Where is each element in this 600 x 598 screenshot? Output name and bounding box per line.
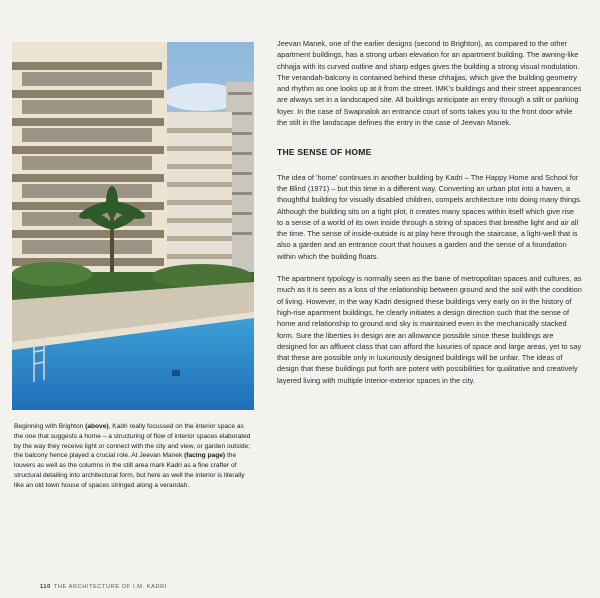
page-number: 110 bbox=[40, 584, 51, 590]
running-title: THE ARCHITECTURE OF I.M. KADRI bbox=[53, 584, 167, 590]
building-illustration bbox=[12, 42, 254, 410]
building-photo bbox=[12, 42, 254, 410]
article-column bbox=[277, 38, 582, 397]
article-paragraph-3: The apartment typology is normally seen as the bane of metropolitan spaces and cultures, as much as it is seen as a loss of the relationship between ground and the soil with the condition of living. However, in the way Kadri designed these buildings very early on in the history of high-rise apartment buildings, he clearly initiates a design direction such that the sense of home and relationship to ground and sky is maintained even in the mechanically stacked form. Sure the liberties in design are an allowance possible since these buildings are designed for an affluent class that can afford the luxuries of space and large areas, yet to say that these are possible only in luxuriously designed buildings will be unfair. The ideas of design that these buildings put forth are potent with possibilities for qualitative and creatively layered living with multiple interior-exterior spaces in the city. bbox=[277, 274, 582, 385]
section-heading: THE SENSE OF HOME bbox=[277, 147, 372, 158]
page-footer bbox=[40, 584, 167, 590]
article-paragraph-1: Jeevan Manek, one of the earlier designs (second to Brighton), as compared to the other apartment buildings, has a strong urban elevation for an apartment building. The awning-like chhajja with its curved outline and sharp edges gives the building a strong visual modulation. The verandah-balcony is contained behind these chhajjas, which give the building geometry and rhythm as one looks up at it from the street. IMK's buildings and their street appearances are always set in a landscaped site. All buildings anticipate an entry through a stilt or parking foyer. In the case of Swapnalok an entrance court of sorts takes you to the front door while the stilt in the landscape defines the entry in the case of Jeevan Manek. bbox=[277, 39, 582, 128]
caption-text: Beginning with Brighton (above), Kadri really focussed on the interior space as the one that suggests a home – a structuring of flow of interior spaces elaborated by the way they receive light or connect with the city and view, or garden outside; the balcony hence played a crucial role. At Jeevan Manek (facing page) the louvers as well as the columns in the stilt area mark Kadri as a fine crafter of structural detailing into architectural form, but here as well the interior is literally like an old town house of spaces stringed along a verandah. bbox=[14, 423, 251, 489]
article-paragraph-2: The idea of 'home' continues in another building by Kadri – The Happy Home and School for the Blind (1971) – but this time in a different way. Converting an urban plot into a haven, a thoughtful building for visually disabled children, compels architecture into doing many things. Although the building sits on a tight plot, it creates many spaces within itself which give rise to a sense of a world of its own inside through a string of spaces that breathe light and air all the time. The sense of inside-outside is at play here through the staircase, a light-well that is also a garden and an entrance court that houses a garden and the sense of a foundation within which the building floats. bbox=[277, 172, 582, 261]
photo-caption bbox=[14, 422, 254, 491]
caption-ref-above: (above) bbox=[85, 423, 109, 430]
caption-ref-facing-page: (facing page) bbox=[184, 452, 226, 460]
